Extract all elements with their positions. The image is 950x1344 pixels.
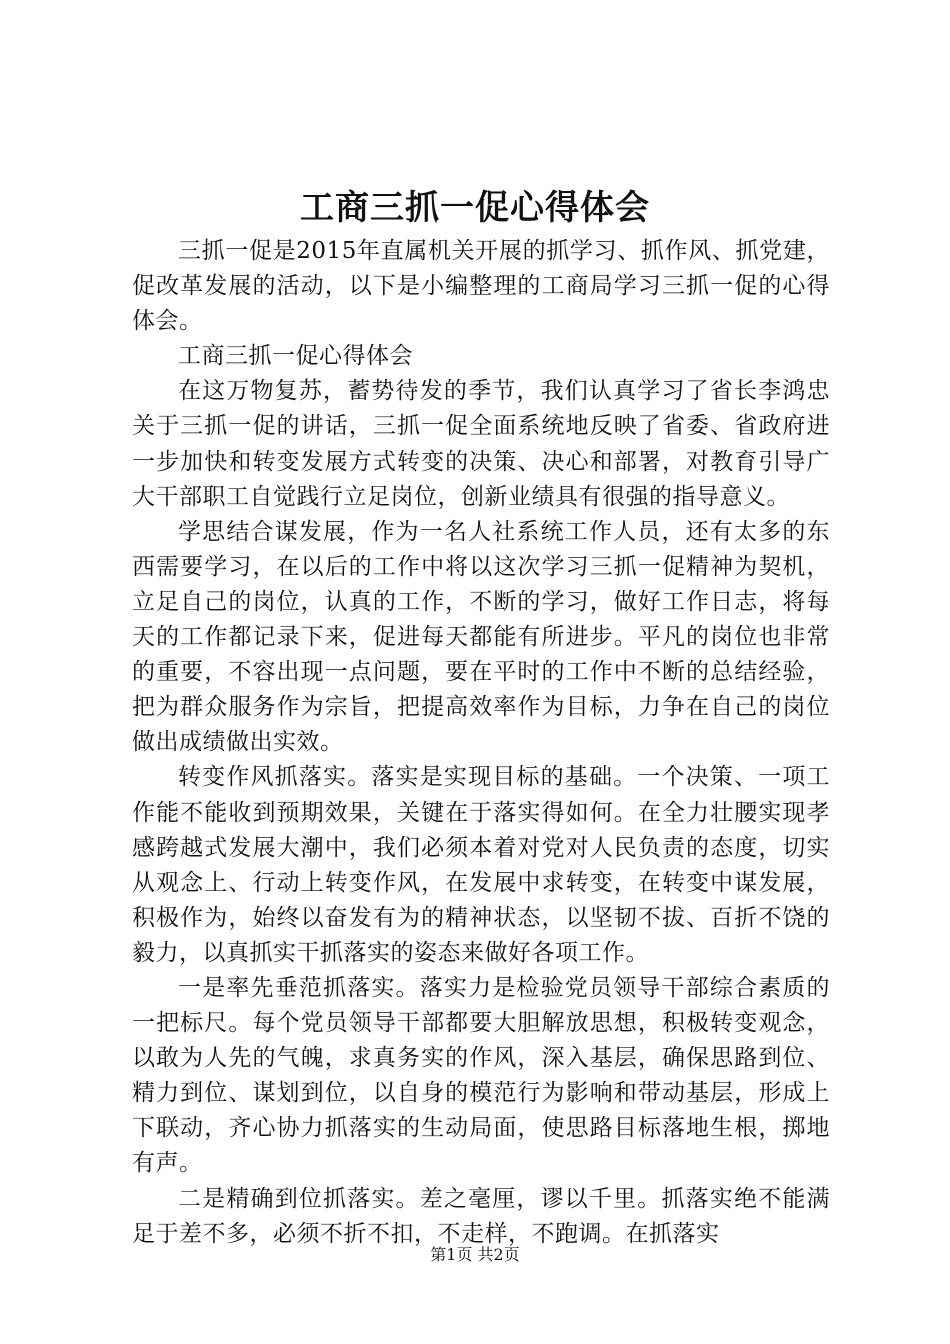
paragraph-study-speech: 在这万物复苏，蓄势待发的季节，我们认真学习了省长李鸿忠关于三抓一促的讲话，三抓一促全面系统地反映了省委、省政府进一步加快和转变发展方式转变的决策、决心和部署，对教育引导广大干部职工自觉践行立足岗位，创新业绩具有很强的指导意义。 bbox=[132, 378, 830, 510]
paragraph-precise-implementation: 二是精确到位抓落实。差之毫厘，谬以千里。抓落实绝不能满足于差不多，必须不折不扣，不走样，不跑调。在抓落实 bbox=[132, 1185, 830, 1247]
paragraph-intro: 三抓一促是2015年直属机关开展的抓学习、抓作风、抓党建，促改革发展的活动，以下是小编整理的工商局学习三抓一促的心得体会。 bbox=[132, 238, 830, 335]
paragraph-lead-by-example: 一是率先垂范抓落实。落实力是检验党员领导干部综合素质的一把标尺。每个党员领导干部都要大胆解放思想，积极转变观念，以敢为人先的气魄，求真务实的作风，深入基层，确保思路到位、精力到位、谋划到位，以自身的模范行为影响和带动基层，形成上下联动，齐心协力抓落实的生动局面，使思路目标落地生根，掷地有声。 bbox=[132, 974, 830, 1177]
page-number-footer: 第1页 共2页 bbox=[430, 1245, 520, 1264]
paragraph-change-style: 转变作风抓落实。落实是实现目标的基础。一个决策、一项工作能不能收到预期效果，关键在于落实得如何。在全力壮腰实现孝感跨越式发展大潮中，我们必须本着对党对人民负责的态度，切实从观念上、行动上转变作风，在发展中求转变，在转变中谋发展，积极作为，始终以奋发有为的精神状态，以坚韧不拔、百折不饶的毅力，以真抓实干抓落实的姿态来做好各项工作。 bbox=[132, 764, 830, 966]
paragraph-subtitle: 工商三抓一促心得体会 bbox=[178, 343, 413, 370]
document-body bbox=[132, 234, 830, 1252]
paragraph-learning-development: 学思结合谋发展，作为一名人社系统工作人员，还有太多的东西需要学习，在以后的工作中将以这次学习三抓一促精神为契机，立足自己的岗位，认真的工作，不断的学习，做好工作日志，将每天的工作都记录下来，促进每天都能有所进步。平凡的岗位也非常的重要，不容出现一点问题，要在平时的工作中不断的总结经验，把为群众服务作为宗旨，把提高效率作为目标，力争在自己的岗位做出成绩做出实效。 bbox=[132, 518, 830, 756]
document-title: 工商三抓一促心得体会 bbox=[300, 188, 650, 228]
